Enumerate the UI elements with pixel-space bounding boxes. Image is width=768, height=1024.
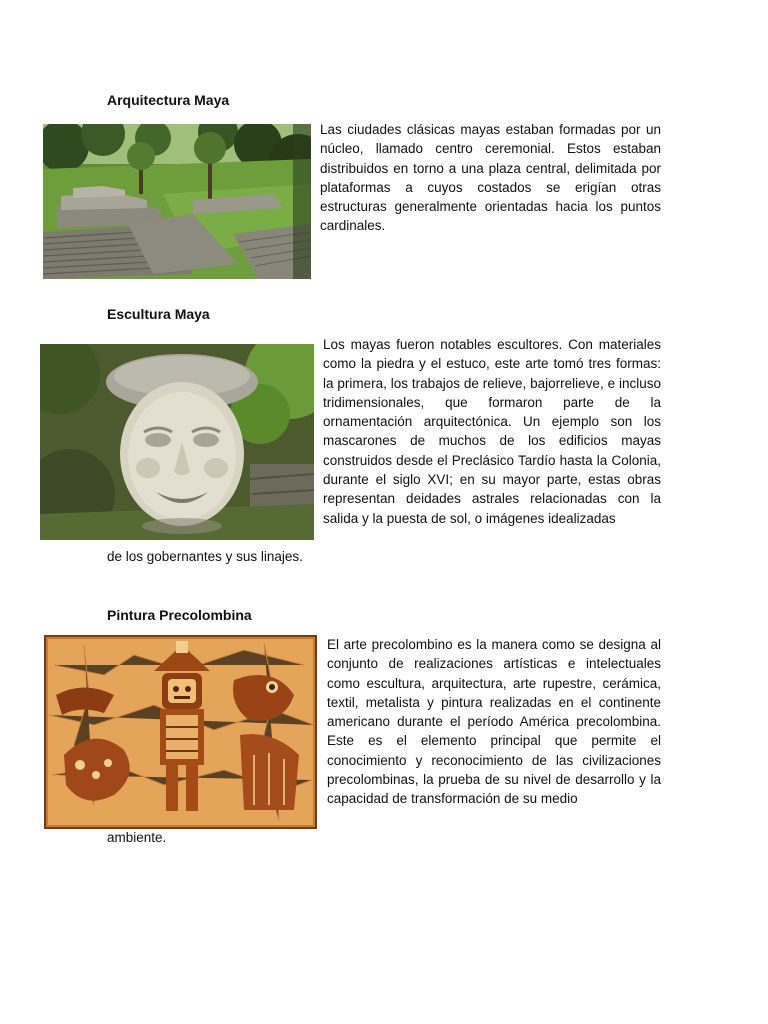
section-heading-painting: Pintura Precolombina <box>107 607 252 623</box>
section-heading-sculpture: Escultura Maya <box>107 306 210 322</box>
architecture-paragraph: Las ciudades clásicas mayas estaban formadas por un núcleo, llamado centro ceremonial. Estos estaban distribuidos en torno a una plaza central, delimitada por plataformas a cuyos costados se erigían otras estructuras generalmente orientadas hacia los puntos cardinales. <box>320 122 661 234</box>
painting-image <box>44 635 317 829</box>
sculpture-image <box>40 344 314 540</box>
sculpture-paragraph: Los mayas fueron notables escultores. Con materiales como la piedra y el estuco, este arte tomó tres formas: la primera, los trabajos de relieve, bajorrelieve, e incluso tridimensionales, que formaron parte de la ornamentación arquitectónica. Un ejemplo son los mascarones de muchos de los edificios mayas construidos desde el Preclásico Tardío hasta la Colonia, durante el siglo XVI; en su mayor parte, estas obras representan deidades astrales relacionadas con la salida y la puesta de sol, o imágenes idealizadas <box>323 337 661 526</box>
painting-paragraph-tail: ambiente. <box>107 830 167 845</box>
architecture-image <box>43 124 311 279</box>
sculpture-paragraph-tail: de los gobernantes y sus linajes. <box>107 549 303 564</box>
section-heading-architecture: Arquitectura Maya <box>107 92 230 108</box>
painting-paragraph: El arte precolombino es la manera como se designa al conjunto de realizaciones artísticas e intelectuales como escultura, arquitectura, arte rupestre, cerámica, textil, metalista y pintura realizadas en el continente americano durante el período América precolombina. Este es el elemento principal que permite el conocimiento y reconocimiento de las civilizaciones precolombinas, la prueba de su nivel de desarrollo y la capacidad de transformación de su medio <box>327 637 661 807</box>
